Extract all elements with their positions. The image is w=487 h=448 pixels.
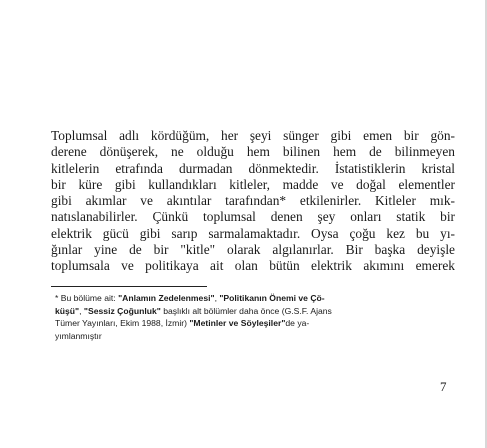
footnote-line	[55, 317, 450, 330]
footnote	[55, 292, 450, 342]
body-paragraph	[51, 128, 455, 275]
footnote-text: Bu bölüme ait:	[58, 293, 119, 303]
body-line: bir küre gibi kullandıkları kitleler, madde ve doğal elementler	[51, 176, 455, 192]
page-number: 7	[440, 379, 447, 394]
footnote-text: Tümer Yayınları, Ekim 1988, İzmir)	[55, 318, 190, 329]
body-line: Toplumsal adlı kördüğüm, her şeyi sünger gibi emen bir gön-	[51, 128, 455, 143]
footnote-title: "Metinler ve Söyleşiler"	[189, 318, 286, 329]
body-line: derene dönüşerek, ne olduğu hem bilinen hem de bilinmeyen	[51, 144, 455, 160]
body-line: elektrik gücü gibi sarıp sarmalamaktadır. Oysa çoğu kez bu yı-	[51, 225, 455, 241]
footnote-title: "Politikanın Önemi ve Çö-	[219, 293, 325, 303]
footnote-separator	[51, 286, 207, 287]
footnote-line	[55, 292, 450, 305]
footnote-line	[55, 305, 450, 318]
footnote-text: de ya-	[285, 318, 310, 329]
body-line: natıslanabilirler. Çünkü toplumsal denen şey onları statik bir	[51, 209, 455, 225]
footnote-line	[55, 330, 450, 343]
body-line: kitlelerin etrafında durmadan dönmektedir. İstatistiklerin kristal	[51, 160, 455, 176]
footnote-marker: *	[55, 293, 59, 303]
footnote-text: ,	[79, 305, 84, 316]
footnote-text: ,	[214, 293, 220, 303]
footnote-text: başlıklı alt bölümler daha önce (G.S.F. Ajans	[160, 305, 332, 316]
footnote-title: "Sessiz Çoğunluk"	[83, 305, 161, 316]
body-line: gibi akımlar ve akıntılar tarafından* etkilenirler. Kitleler mık-	[51, 193, 455, 209]
footnote-title: küşü"	[55, 305, 80, 316]
body-line: ğınlar yine de bir "kitle" olarak algılanırlar. Bir başka deyişle	[51, 242, 455, 258]
footnote-title: "Anlamın Zedelenmesi"	[118, 293, 215, 303]
body-line: toplumsala ve politikaya ait olan bütün elektrik akımını emerek	[51, 258, 455, 274]
footnote-text: yımlanmıştır	[55, 330, 102, 341]
